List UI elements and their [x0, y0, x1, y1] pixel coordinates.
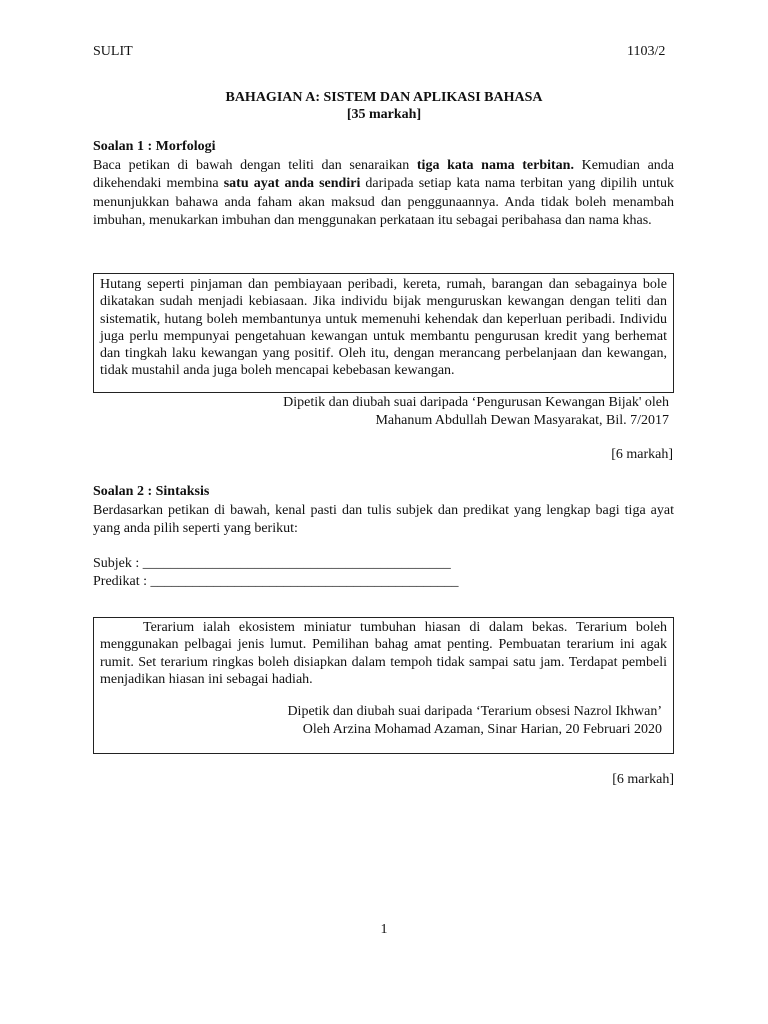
header-left: SULIT	[93, 44, 133, 59]
section-marks: [35 markah]	[346, 107, 422, 122]
q1-passage: Hutang seperti pinjaman dan pembiayaan peribadi, kereta, rumah, barangan dan sebagainya bole dikatakan sudah menjadi kebiasaan. Jika individu bijak menguruskan kewangan dengan teliti dan sistematik, hutang boleh membantunya untuk memenuhi kehendak dan keperluan peribadi. Individu juga perlu mempunyai pengetahuan kewangan untuk membantu pengurusan kredit yang berhemat dan tingkah laku kewangan yang positif. Oleh itu, dengan merancang perbelanjaan dan kewangan, tidak mustahil anda juga boleh mencapai kebebasan kewangan.	[100, 277, 667, 379]
q2-source-line2: Oleh Arzina Mohamad Azaman, Sinar Harian, 20 Februari 2020	[302, 722, 662, 737]
q1-heading: Soalan 1 : Morfologi	[93, 139, 216, 154]
predikat-field: Predikat : ____________________________________________	[93, 574, 459, 589]
q1-instruction-part1: Baca petikan di bawah dengan teliti dan senaraikan	[93, 157, 417, 173]
q1-passage-box	[93, 273, 674, 393]
q1-instruction-part2: Kemudian anda dikehendaki membina	[93, 157, 674, 191]
q1-source	[93, 394, 669, 430]
page-number: 1	[380, 922, 388, 937]
q1-instruction-bold2: satu ayat anda sendiri	[223, 176, 361, 191]
q2-source	[93, 703, 662, 739]
q2-instruction: Berdasarkan petikan di bawah, kenal pasti dan tulis subjek dan predikat yang lengkap bagi tiga ayat yang anda pilih seperti yang berikut:	[93, 502, 674, 536]
q1-instruction-part3: daripada setiap kata nama terbitan yang dipilih untuk menunjukkan bahawa anda faham akan maksud dan penggunaannya. Anda tidak boleh menambah imbuhan, menukarkan imbuhan dan menggunakan perkataan itu sebagai peribahasa dan nama khas.	[93, 176, 674, 228]
section-title: BAHAGIAN A: SISTEM DAN APLIKASI BAHASA	[225, 90, 543, 105]
section-title-block	[0, 89, 768, 123]
q1-instruction	[93, 157, 674, 231]
q2-source-line1: Dipetik dan diubah suai daripada ‘Terarium obsesi Nazrol Ikhwan’	[287, 704, 662, 719]
q1-marks: [6 markah]	[611, 447, 673, 462]
q2-passage: Terarium ialah ekosistem miniatur tumbuhan hiasan di dalam bekas. Terarium boleh menggunakan pelbagai jenis lumut. Pemilihan bahag amat penting. Pembuatan terarium ini agak rumit. Set terarium ringkas boleh disiapkan dalam tempoh tidak sampai satu jam. Terdapat pembeli menjadikan hiasan ini sebagai hadiah.	[100, 620, 667, 687]
q2-marks: [6 markah]	[612, 772, 674, 787]
q1-instruction-bold1: tiga kata nama terbitan.	[416, 157, 574, 173]
q1-block	[93, 138, 674, 231]
q1-source-line2: Mahanum Abdullah Dewan Masyarakat, Bil. 7/2017	[375, 413, 669, 428]
q2-block	[93, 483, 674, 539]
subjek-field: Subjek : ____________________________________________	[93, 556, 451, 571]
q2-heading: Soalan 2 : Sintaksis	[93, 484, 210, 499]
header-right: 1103/2	[627, 44, 666, 59]
q1-source-line1: Dipetik dan diubah suai daripada ‘Pengurusan Kewangan Bijak' oleh	[283, 395, 669, 410]
